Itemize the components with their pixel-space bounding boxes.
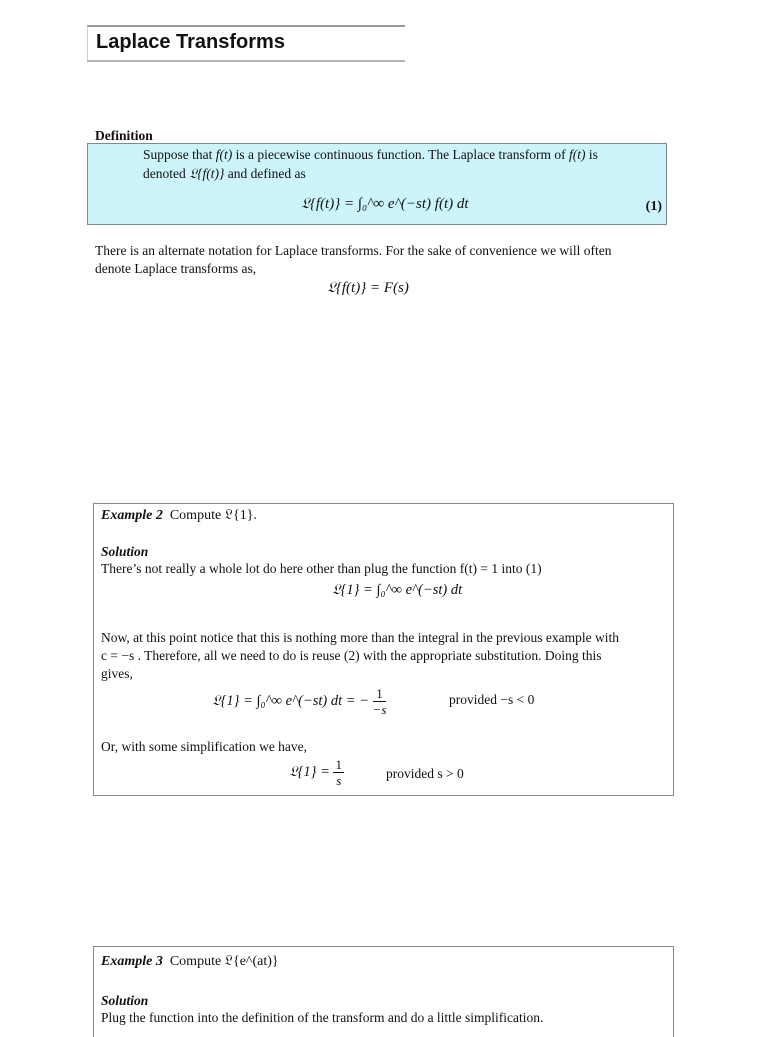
example-2-equation-1: 𝔏{1} = ∫₀^∞ e^(−st) dt <box>332 582 463 598</box>
example-3-line-1: Plug the function into the definition of the transform and do a little simplification. <box>101 1010 544 1025</box>
example-2-condition-1: provided −s < 0 <box>449 692 535 707</box>
example-2-equation-3 <box>289 757 344 788</box>
fraction-numerator: 1 <box>335 757 342 772</box>
page-title: Laplace Transforms <box>96 31 285 53</box>
example-2-header <box>101 508 257 524</box>
definition-heading: Definition <box>95 128 153 143</box>
definition-text: is a piecewise continuous function. The Laplace transform of <box>232 147 570 162</box>
example-2-solution-heading: Solution <box>101 544 149 559</box>
alt-notation-line-2: denote Laplace transforms as, <box>95 261 257 276</box>
fraction-denominator: s <box>336 773 342 788</box>
definition-box <box>87 143 667 225</box>
laplace-definition-equation: 𝔏{f(t)} = ∫₀^∞ e^(−st) f(t) dt <box>301 196 469 212</box>
title-banner <box>87 25 405 62</box>
example-3-header <box>101 954 279 970</box>
definition-ft: f(t) <box>569 147 586 162</box>
fraction-numerator: 1 <box>373 686 387 702</box>
definition-text: Suppose that <box>143 147 216 162</box>
example-2-equation-2 <box>212 686 386 717</box>
fraction <box>373 686 387 717</box>
example-3-compute: Compute 𝔏{e^(at)} <box>169 954 279 969</box>
fraction <box>333 757 344 788</box>
equation-number: (1) <box>645 199 662 214</box>
example-3-solution-heading: Solution <box>101 993 149 1008</box>
definition-ft: f(t) <box>215 147 233 162</box>
example-2-line-1: There’s not really a whole lot do here other than plug the function f(t) = 1 into (1) <box>101 561 542 576</box>
example-2-compute: Compute 𝔏{1}. <box>169 508 257 523</box>
definition-text: denoted <box>143 166 190 181</box>
example-2-simplify-text: Or, with some simplification we have, <box>101 739 308 754</box>
definition-text: is <box>585 147 598 162</box>
definition-expr: 𝔏{f(t)} <box>189 166 225 181</box>
definition-line-2 <box>143 166 306 182</box>
example-2-para-3: gives, <box>101 666 133 681</box>
example-3-box <box>93 946 674 1037</box>
example-2-equation-3-lhs: 𝔏{1} = <box>289 763 330 780</box>
example-2-label: Example 2 <box>101 508 163 523</box>
alt-notation-line-1: There is an alternate notation for Laplace transforms. For the sake of convenience we will often <box>95 243 612 258</box>
example-2-box <box>93 503 674 796</box>
example-3-label: Example 3 <box>101 954 163 969</box>
definition-text: and defined as <box>224 166 306 181</box>
example-2-equation-2-lhs: 𝔏{1} = ∫₀^∞ e^(−st) dt = − <box>212 692 369 709</box>
definition-line-1 <box>143 147 598 163</box>
example-2-para-2: c = −s . Therefore, all we need to do is reuse (2) with the appropriate substitution. Doing this <box>101 648 602 663</box>
example-2-condition-2: provided s > 0 <box>386 766 464 781</box>
example-2-para-1: Now, at this point notice that this is nothing more than the integral in the previous example with <box>101 630 620 645</box>
alt-notation-equation: 𝔏{f(t)} = F(s) <box>327 280 409 296</box>
fraction-denominator: −s <box>372 702 387 717</box>
